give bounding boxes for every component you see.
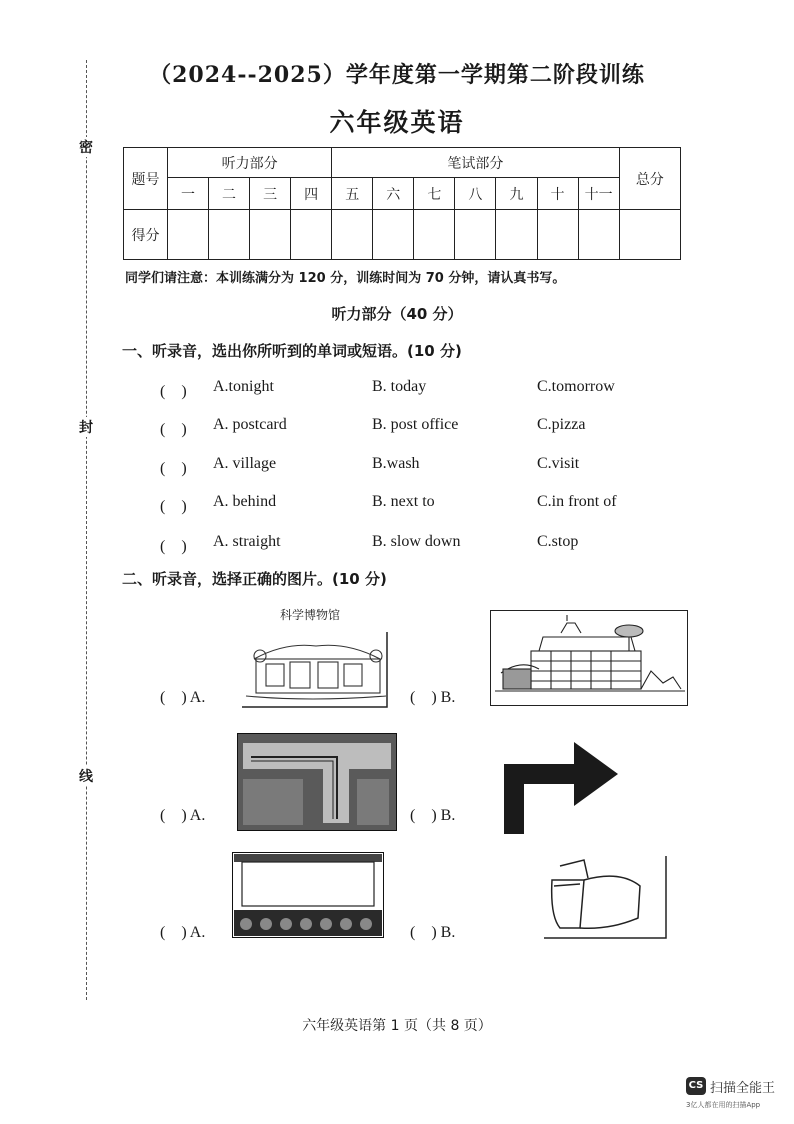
option-c: C.in front of xyxy=(537,493,617,510)
score-cell[interactable] xyxy=(578,210,619,260)
science-museum-picture xyxy=(240,604,388,708)
score-table-num: 九 xyxy=(496,178,537,210)
question-row xyxy=(160,533,720,557)
score-cell[interactable] xyxy=(496,210,537,260)
score-cell[interactable] xyxy=(332,210,373,260)
answer-blank[interactable]: ( ) xyxy=(160,538,187,555)
option-b: B.wash xyxy=(372,455,420,472)
binding-char-close: 封 xyxy=(79,417,93,437)
cinema-picture xyxy=(232,852,384,938)
street-map-picture xyxy=(237,733,397,831)
answer-blank[interactable]: ( ) xyxy=(160,421,187,438)
option-b: B. next to xyxy=(372,493,435,510)
score-cell[interactable] xyxy=(291,210,332,260)
binding-char-seal: 密 xyxy=(79,137,93,157)
option-a: A.tonight xyxy=(213,378,274,395)
turn-right-arrow-icon xyxy=(500,738,622,834)
binding-dashed-line xyxy=(86,60,87,1000)
score-cell[interactable] xyxy=(167,210,208,260)
option-c: C.stop xyxy=(537,533,579,550)
binding-char-line: 线 xyxy=(79,766,93,786)
section1-heading: 一、听录音，选出你所听到的单词或短语。(10 分) xyxy=(122,342,462,360)
exam-title: （2024--2025）学年度第一学期第二阶段训练 xyxy=(149,62,645,88)
option-a: A. village xyxy=(213,455,277,472)
option-c: C.pizza xyxy=(537,416,586,433)
question-row xyxy=(160,493,720,517)
notice-text: 同学们请注意：本训练满分为 120 分，训练时间为 70 分钟，请认真书写。 xyxy=(125,271,566,286)
score-cell[interactable] xyxy=(414,210,455,260)
score-table xyxy=(123,147,681,260)
camscanner-logo-icon: CS xyxy=(686,1077,706,1095)
score-cell[interactable] xyxy=(209,210,250,260)
picture-option-a-label[interactable]: ( ) A. xyxy=(160,689,206,706)
picture-option-a-label[interactable]: ( ) A. xyxy=(160,924,206,941)
sofa-picture xyxy=(540,856,668,940)
exam-subtitle: 六年级英语 xyxy=(329,108,465,137)
watermark-tagline: 3亿人都在用的扫描App xyxy=(686,1101,761,1109)
score-table-num: 十 xyxy=(537,178,578,210)
score-table-num: 四 xyxy=(291,178,332,210)
watermark-name: 扫描全能王 xyxy=(710,1081,776,1096)
option-c: C.visit xyxy=(537,455,580,472)
score-table-num: 七 xyxy=(414,178,455,210)
option-b: B. slow down xyxy=(372,533,461,550)
answer-blank[interactable]: ( ) xyxy=(160,498,187,515)
score-cell[interactable] xyxy=(455,210,496,260)
option-c: C.tomorrow xyxy=(537,378,615,395)
picture-option-b-label[interactable]: ( ) B. xyxy=(410,807,456,824)
score-table-num: 三 xyxy=(250,178,291,210)
score-table-num: 五 xyxy=(332,178,373,210)
option-b: B. post office xyxy=(372,416,459,433)
option-a: A. behind xyxy=(213,493,277,510)
score-table-label-question: 题号 xyxy=(124,148,168,210)
section2-heading: 二、听录音，选择正确的图片。(10 分) xyxy=(122,570,387,588)
question-row xyxy=(160,416,720,440)
question-row xyxy=(160,378,720,402)
score-table-group-written: 笔试部分 xyxy=(332,148,619,178)
option-a: A. straight xyxy=(213,533,281,550)
question-row xyxy=(160,455,720,479)
building-picture xyxy=(490,610,688,706)
listening-part-title: 听力部分（40 分） xyxy=(331,305,463,323)
score-table-label-score: 得分 xyxy=(124,210,168,260)
score-table-group-listening: 听力部分 xyxy=(167,148,331,178)
museum-caption: 科学博物馆 xyxy=(280,608,341,622)
score-cell[interactable] xyxy=(537,210,578,260)
score-table-num: 一 xyxy=(167,178,208,210)
option-b: B. today xyxy=(372,378,427,395)
score-table-num: 八 xyxy=(455,178,496,210)
option-a: A. postcard xyxy=(213,416,287,433)
score-cell[interactable] xyxy=(250,210,291,260)
score-cell-total[interactable] xyxy=(619,210,680,260)
page-footer: 六年级英语第 1 页（共 8 页） xyxy=(302,1018,492,1034)
picture-option-b-label[interactable]: ( ) B. xyxy=(410,924,456,941)
score-table-num: 十一 xyxy=(578,178,619,210)
picture-option-a-label[interactable]: ( ) A. xyxy=(160,807,206,824)
answer-blank[interactable]: ( ) xyxy=(160,383,187,400)
score-table-num: 二 xyxy=(209,178,250,210)
score-table-num: 六 xyxy=(373,178,414,210)
score-table-label-total: 总分 xyxy=(619,148,680,210)
score-cell[interactable] xyxy=(373,210,414,260)
answer-blank[interactable]: ( ) xyxy=(160,460,187,477)
picture-option-b-label[interactable]: ( ) B. xyxy=(410,689,456,706)
